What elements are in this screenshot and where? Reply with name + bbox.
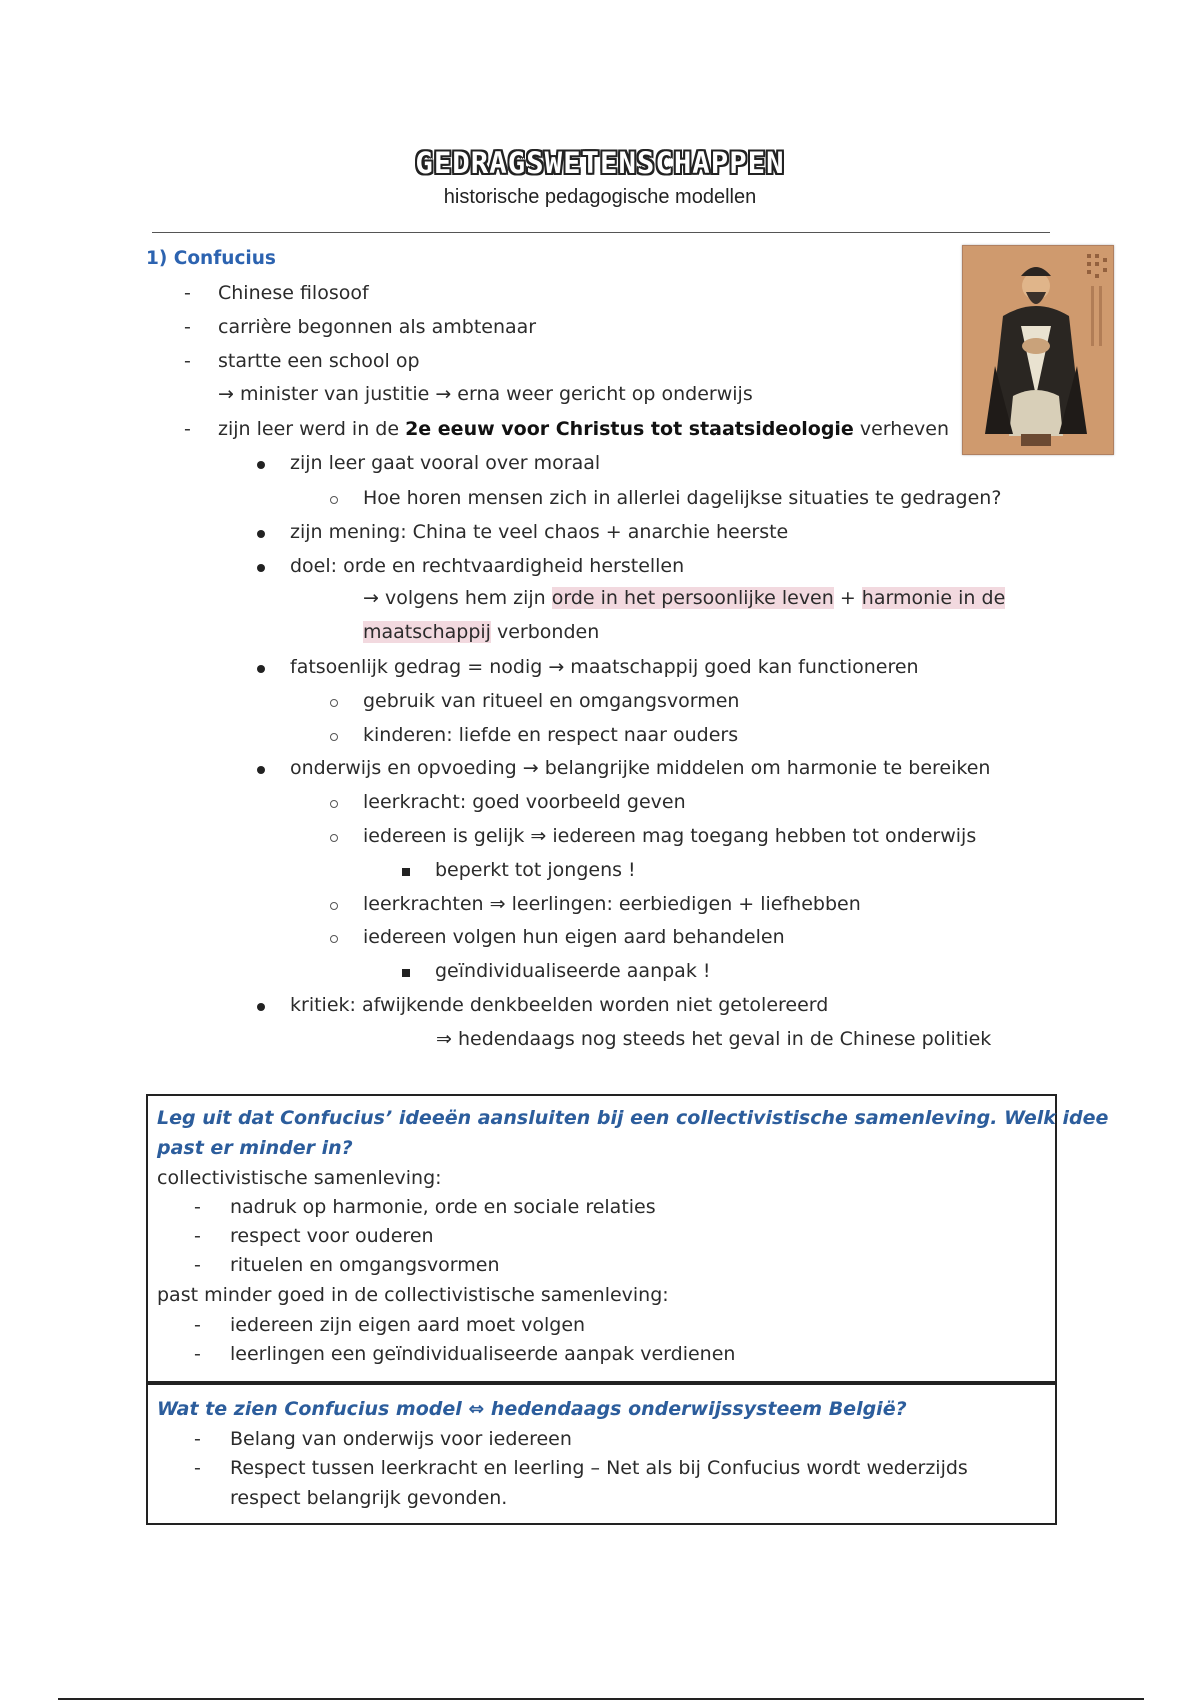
list-item: startte een school op (218, 350, 420, 372)
dash-marker: - (194, 1196, 201, 1218)
list-item-doel-detail (363, 587, 1005, 609)
bullet-dot (257, 766, 265, 774)
question-box-comparison (146, 1381, 1057, 1525)
list-item: respect voor ouderen (230, 1225, 434, 1247)
question-box-collectivism (146, 1094, 1109, 1385)
bullet-circle (330, 935, 338, 943)
dash-marker: - (194, 1343, 201, 1365)
page-subtitle: historische pedagogische modellen (443, 186, 757, 208)
dash-marker: - (194, 1225, 201, 1247)
dash-marker: - (194, 1428, 201, 1450)
list-item: Chinese filosoof (218, 282, 369, 304)
doctrine-text: zijn leer werd in de (218, 418, 406, 440)
bullet-circle (330, 699, 338, 707)
list-item: Belang van onderwijs voor iedereen (230, 1428, 572, 1450)
list-item: leerkrachten ⇒ leerlingen: eerbiedigen + liefhebben (363, 893, 861, 915)
list-item: Respect tussen leerkracht en leerling – Net als bij Confucius wordt wederzijds (230, 1457, 968, 1479)
question-text: Leg uit dat Confucius’ ideeën aansluiten bij een collectivistische samenleving. Welk idee (157, 1107, 1109, 1129)
portrait-illustration (963, 246, 1113, 454)
section-heading: 1) Confucius (146, 248, 276, 269)
list-item: iedereen volgen hun eigen aard behandelen (363, 926, 785, 948)
dash-marker: - (184, 418, 191, 440)
bullet-dot (257, 1003, 265, 1011)
list-item: → minister van justitie → erna weer gericht op onderwijs (218, 383, 753, 405)
dash-marker: - (184, 282, 191, 304)
list-item: doel: orde en rechtvaardigheid herstellen (290, 555, 685, 577)
list-item: gebruik van ritueel en omgangsvormen (363, 690, 740, 712)
list-item: iedereen is gelijk ⇒ iedereen mag toegang hebben tot onderwijs (363, 825, 977, 847)
question-text: past er minder in? (157, 1137, 353, 1159)
list-item: onderwijs en opvoeding → belangrijke middelen om harmonie te bereiken (290, 757, 991, 779)
list-item: zijn leer gaat vooral over moraal (290, 452, 601, 474)
list-item: respect belangrijk gevonden. (230, 1487, 508, 1509)
bullet-circle (330, 496, 338, 504)
bullet-dot (257, 665, 265, 673)
dash-marker: - (194, 1254, 201, 1276)
list-item: nadruk op harmonie, orde en sociale relaties (230, 1196, 656, 1218)
doctrine-bold: 2e eeuw voor Christus tot staatsideologie (405, 418, 854, 440)
list-item: beperkt tot jongens ! (435, 859, 636, 881)
list-item: Hoe horen mensen zich in allerlei dagelijkse situaties te gedragen? (363, 487, 1002, 509)
doel-text: → volgens hem zijn (363, 587, 552, 609)
answer-label: collectivistische samenleving: (157, 1167, 442, 1189)
title-divider (152, 232, 1050, 233)
list-item: zijn mening: China te veel chaos + anarchie heerste (290, 521, 789, 543)
list-item: carrière begonnen als ambtenaar (218, 316, 537, 338)
highlight: orde in het persoonlijke leven (551, 587, 834, 609)
doctrine-text: verheven (853, 418, 949, 440)
dash-marker: - (184, 316, 191, 338)
question-text: Wat te zien Confucius model ⇔ hedendaags onderwijssysteem België? (157, 1398, 907, 1420)
list-item: geïndividualiseerde aanpak ! (435, 960, 711, 982)
list-item: ⇒ hedendaags nog steeds het geval in de Chinese politiek (436, 1028, 992, 1050)
doel-text: verbonden (490, 621, 600, 643)
list-item: leerkracht: goed voorbeeld geven (363, 791, 686, 813)
bullet-circle (330, 834, 338, 842)
answer-label: past minder goed in de collectivistische samenleving: (157, 1284, 669, 1306)
bullet-dot (257, 530, 265, 538)
bullet-square (402, 969, 410, 977)
list-item: iedereen zijn eigen aard moet volgen (230, 1314, 586, 1336)
bullet-circle (330, 800, 338, 808)
highlight: maatschappij (363, 621, 491, 643)
confucius-portrait (962, 245, 1114, 455)
highlight: harmonie in de (861, 587, 1006, 609)
dash-marker: - (194, 1314, 201, 1336)
list-item: leerlingen een geïndividualiseerde aanpak verdienen (230, 1343, 736, 1365)
bullet-square (402, 868, 410, 876)
list-item: rituelen en omgangsvormen (230, 1254, 500, 1276)
list-item: fatsoenlijk gedrag = nodig → maatschappij goed kan functioneren (290, 656, 919, 678)
list-item-doctrine (218, 418, 949, 440)
list-item: kinderen: liefde en respect naar ouders (363, 724, 739, 746)
list-item: kritiek: afwijkende denkbeelden worden niet getolereerd (290, 994, 829, 1016)
dash-marker: - (194, 1457, 201, 1479)
bullet-circle (330, 902, 338, 910)
list-item-doel-detail (363, 621, 599, 643)
doel-text: + (833, 587, 862, 609)
bullet-dot (257, 461, 265, 469)
dash-marker: - (184, 350, 191, 372)
bullet-circle (330, 733, 338, 741)
bullet-dot (257, 564, 265, 572)
page-title: GEDRAGSWETENSCHAPPEN (415, 146, 785, 180)
